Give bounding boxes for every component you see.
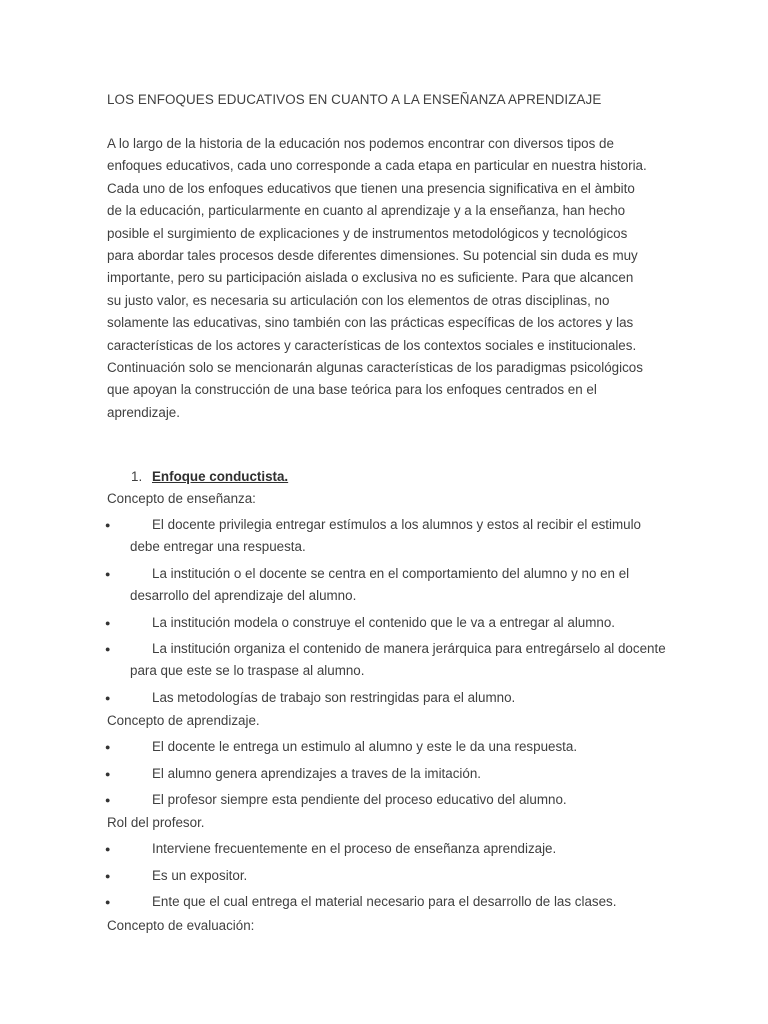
list-item: ● La institución organiza el contenido de manera jerárquica para entregárselo al docente para que este se lo traspase al alumno.: [107, 638, 667, 683]
bullet-icon: ●: [105, 742, 111, 753]
list-item: ● El docente privilegia entregar estímulos a los alumnos y estos al recibir el estimulo debe entregar una respuesta.: [107, 514, 667, 559]
intro-paragraph: Cada uno de los enfoques educativos que tienen una presencia significativa en el àmbito de la educación, particularmente en cuanto al aprendizaje y a la enseñanza, han hecho posible el surgimiento de explicaciones y de instrumentos metodológicos y tecnológicos para abordar tales procesos desde diferentes dimensiones. Su potencial sin duda es muy importante, pero su participación aislada o exclusiva no es suficiente. Para que alcancen su justo valor, es necesaria su articulación con los elementos de otras disciplinas, no solamente las educativas, sino también con las prácticas específicas de los actores y las características de los actores y características de los contextos sociales e institucionales. Continuación solo se mencionarán algunas características de los paradigmas psicológicos que apoyan la construcción de una base teórica para los enfoques centrados en el aprendizaje.: [107, 180, 643, 420]
list-item: ● La institución o el docente se centra en el comportamiento del alumno y no en el desarrollo del aprendizaje del alumno.: [107, 563, 667, 608]
bullet-list-aprendizaje: [107, 736, 667, 811]
document-title: LOS ENFOQUES EDUCATIVOS EN CUANTO A LA ENSEÑANZA APRENDIZAJE: [107, 92, 602, 107]
bullet-icon: ●: [105, 617, 111, 628]
list-item: ● El docente le entrega un estimulo al alumno y este le da una respuesta.: [107, 736, 667, 758]
list-item: ● Interviene frecuentemente en el proceso de enseñanza aprendizaje.: [107, 838, 667, 860]
intro-paragraph: A lo largo de la historia de la educación nos podemos encontrar con diversos tipos de enfoques educativos, cada uno corresponde a cada etapa en particular en nuestra historia.: [107, 136, 647, 174]
section-title: Enfoque conductista.: [152, 469, 289, 484]
bullet-list-ensenanza: [107, 514, 667, 709]
section-enfoque-conductista: [107, 466, 667, 937]
list-item: ● Es un expositor.: [107, 865, 667, 887]
list-item: ● Ente que el cual entrega el material necesario para el desarrollo de las clases.: [107, 891, 667, 913]
bullet-icon: ●: [105, 768, 111, 779]
bullet-icon: ●: [105, 870, 111, 881]
intro-text: [107, 133, 647, 424]
list-item: ● El alumno genera aprendizajes a traves de la imitación.: [107, 763, 667, 785]
bullet-icon: ●: [105, 520, 111, 530]
bullet-icon: ●: [105, 897, 111, 908]
group-label-aprendizaje: Concepto de aprendizaje.: [107, 713, 260, 729]
list-item: ● El profesor siempre esta pendiente del proceso educativo del alumno.: [107, 789, 667, 811]
bullet-icon: ●: [105, 844, 111, 855]
group-label-rol-profesor: Rol del profesor.: [107, 815, 205, 831]
group-label-ensenanza: Concepto de enseñanza:: [107, 491, 256, 506]
list-item: ● La institución modela o construye el contenido que le va a entregar al alumno.: [107, 612, 667, 634]
bullet-icon: ●: [105, 644, 111, 655]
section-number: 1.: [131, 469, 143, 484]
list-item: ● Las metodologías de trabajo son restringidas para el alumno.: [107, 687, 667, 709]
bullet-list-rol-profesor: [107, 838, 667, 913]
group-label-evaluacion: Concepto de evaluación:: [107, 917, 255, 933]
section-heading: [107, 466, 667, 488]
bullet-icon: ●: [105, 795, 111, 806]
bullet-icon: ●: [105, 692, 111, 703]
bullet-icon: ●: [105, 568, 111, 579]
